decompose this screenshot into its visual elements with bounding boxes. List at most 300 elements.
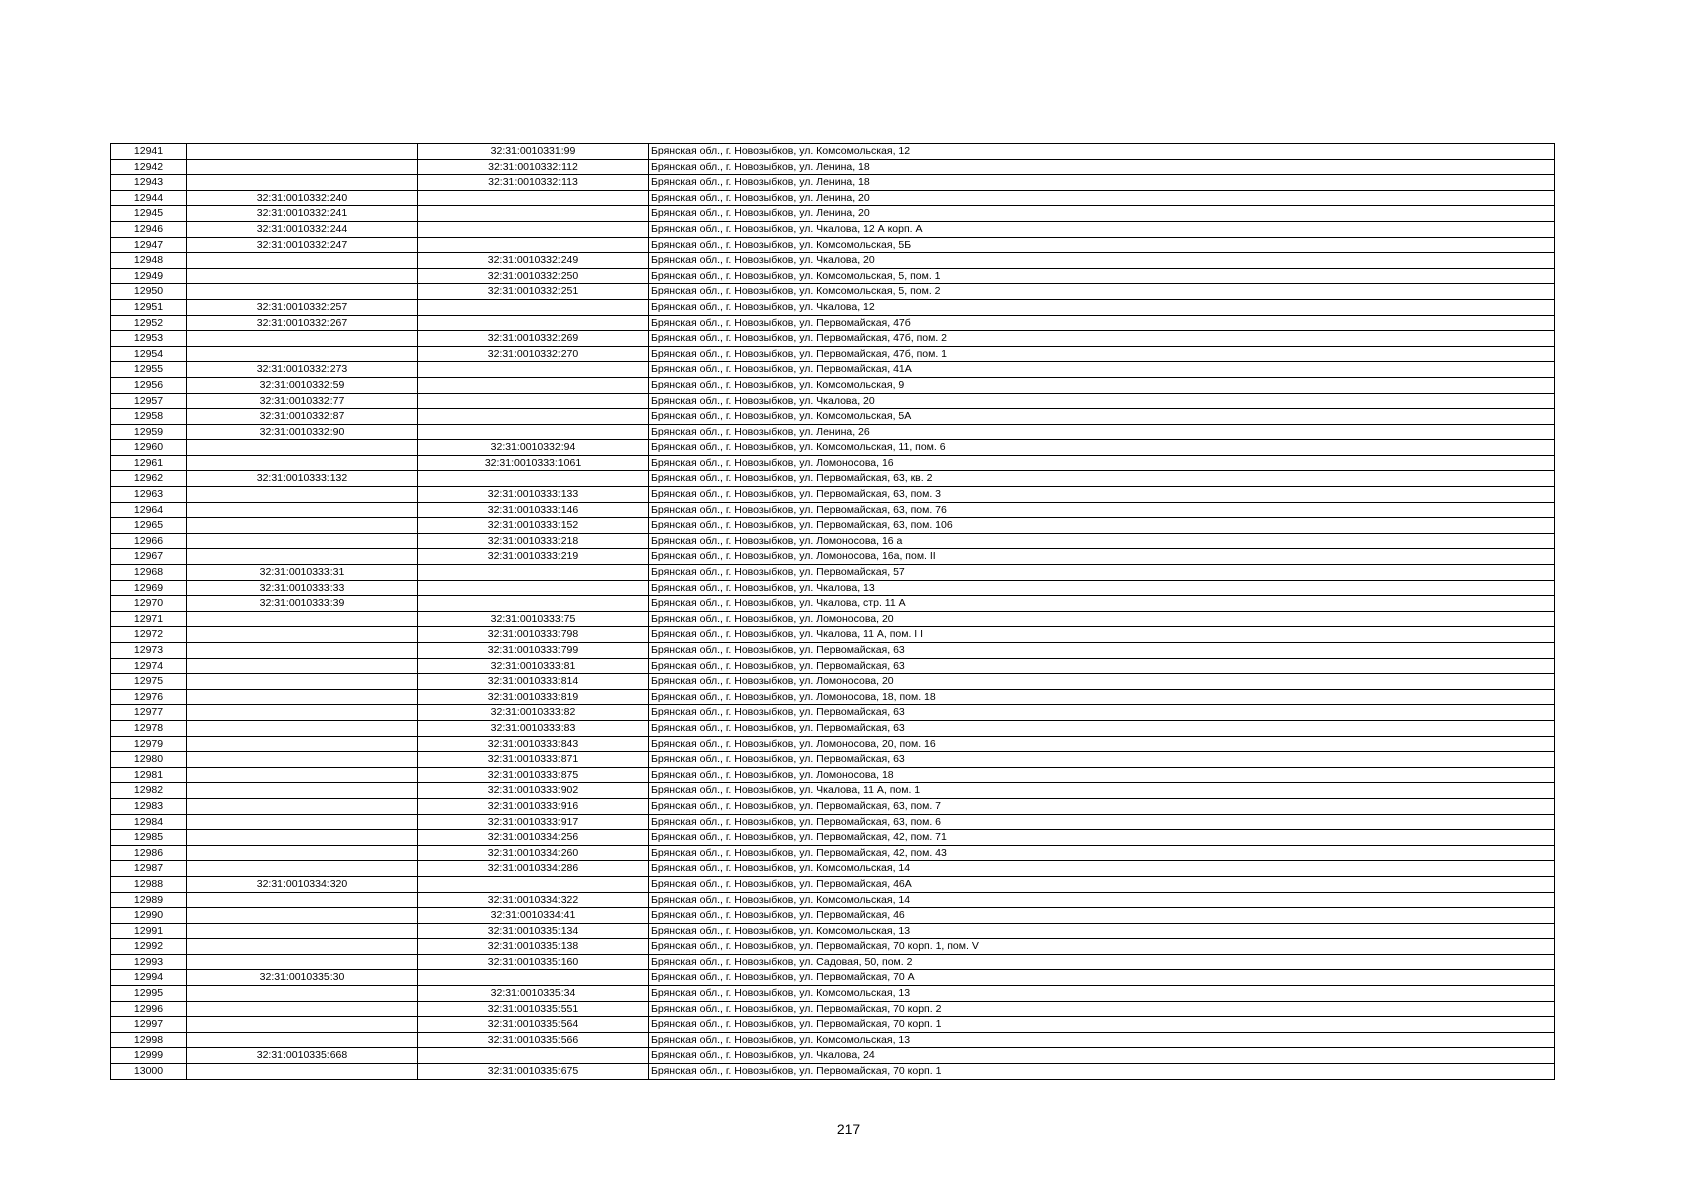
cadastral-number-b-cell: 32:31:0010333:75	[418, 611, 649, 627]
cadastral-number-b-cell	[418, 237, 649, 253]
table-row	[111, 377, 1555, 393]
table-row	[111, 268, 1555, 284]
address-cell: Брянская обл., г. Новозыбков, ул. Первомайская, 63, кв. 2	[649, 471, 1555, 487]
address-cell: Брянская обл., г. Новозыбков, ул. Первомайская, 46	[649, 908, 1555, 924]
address-cell: Брянская обл., г. Новозыбков, ул. Комсомольская, 5Б	[649, 237, 1555, 253]
row-number-cell: 12991	[111, 923, 187, 939]
table-row	[111, 752, 1555, 768]
cadastral-number-b-cell: 32:31:0010335:160	[418, 954, 649, 970]
address-cell: Брянская обл., г. Новозыбков, ул. Ленина, 20	[649, 206, 1555, 222]
row-number-cell: 12996	[111, 1001, 187, 1017]
cadastral-number-b-cell	[418, 565, 649, 581]
row-number-cell: 12960	[111, 440, 187, 456]
row-number-cell: 12941	[111, 144, 187, 160]
row-number-cell: 12957	[111, 393, 187, 409]
row-number-cell: 12973	[111, 643, 187, 659]
cadastral-number-a-cell: 32:31:0010333:132	[187, 471, 418, 487]
row-number-cell: 12956	[111, 377, 187, 393]
cadastral-number-b-cell	[418, 362, 649, 378]
cadastral-number-a-cell	[187, 954, 418, 970]
table-row	[111, 861, 1555, 877]
address-cell: Брянская обл., г. Новозыбков, ул. Комсомольская, 13	[649, 986, 1555, 1002]
address-cell: Брянская обл., г. Новозыбков, ул. Ломоносова, 20, пом. 16	[649, 736, 1555, 752]
cadastral-number-b-cell: 32:31:0010332:251	[418, 284, 649, 300]
row-number-cell: 12970	[111, 596, 187, 612]
row-number-cell: 12988	[111, 876, 187, 892]
cadastral-number-b-cell	[418, 221, 649, 237]
table-row	[111, 409, 1555, 425]
address-cell: Брянская обл., г. Новозыбков, ул. Первомайская, 57	[649, 565, 1555, 581]
cadastral-number-a-cell	[187, 175, 418, 191]
table-row	[111, 736, 1555, 752]
row-number-cell: 12997	[111, 1017, 187, 1033]
address-cell: Брянская обл., г. Новозыбков, ул. Чкалова, 11 А, пом. 1	[649, 783, 1555, 799]
cadastral-number-a-cell	[187, 674, 418, 690]
address-cell: Брянская обл., г. Новозыбков, ул. Первомайская, 63	[649, 752, 1555, 768]
cadastral-number-b-cell: 32:31:0010334:286	[418, 861, 649, 877]
table-row	[111, 1032, 1555, 1048]
address-cell: Брянская обл., г. Новозыбков, ул. Чкалова, стр. 11 А	[649, 596, 1555, 612]
row-number-cell: 12952	[111, 315, 187, 331]
row-number-cell: 12953	[111, 331, 187, 347]
cadastral-number-b-cell: 32:31:0010334:260	[418, 845, 649, 861]
cadastral-number-b-cell: 32:31:0010333:799	[418, 643, 649, 659]
cadastral-number-a-cell: 32:31:0010332:59	[187, 377, 418, 393]
address-cell: Брянская обл., г. Новозыбков, ул. Первомайская, 63	[649, 705, 1555, 721]
row-number-cell: 12979	[111, 736, 187, 752]
row-number-cell: 12981	[111, 767, 187, 783]
cadastral-number-b-cell: 32:31:0010335:566	[418, 1032, 649, 1048]
row-number-cell: 12990	[111, 908, 187, 924]
row-number-cell: 13000	[111, 1064, 187, 1080]
cadastral-number-b-cell: 32:31:0010335:138	[418, 939, 649, 955]
address-cell: Брянская обл., г. Новозыбков, ул. Комсомольская, 9	[649, 377, 1555, 393]
table-row	[111, 487, 1555, 503]
address-cell: Брянская обл., г. Новозыбков, ул. Садовая, 50, пом. 2	[649, 954, 1555, 970]
cadastral-number-a-cell: 32:31:0010335:30	[187, 970, 418, 986]
cadastral-number-a-cell	[187, 268, 418, 284]
cadastral-number-b-cell	[418, 596, 649, 612]
cadastral-number-a-cell: 32:31:0010335:668	[187, 1048, 418, 1064]
table-row	[111, 705, 1555, 721]
table-row	[111, 674, 1555, 690]
cadastral-number-a-cell: 32:31:0010332:247	[187, 237, 418, 253]
row-number-cell: 12998	[111, 1032, 187, 1048]
table-row	[111, 798, 1555, 814]
cadastral-number-a-cell	[187, 658, 418, 674]
table-row	[111, 830, 1555, 846]
address-cell: Брянская обл., г. Новозыбков, ул. Первомайская, 70 корп. 2	[649, 1001, 1555, 1017]
row-number-cell: 12995	[111, 986, 187, 1002]
row-number-cell: 12942	[111, 159, 187, 175]
address-cell: Брянская обл., г. Новозыбков, ул. Ленина, 18	[649, 175, 1555, 191]
table-row	[111, 720, 1555, 736]
cadastral-number-a-cell	[187, 159, 418, 175]
table-row	[111, 331, 1555, 347]
cadastral-number-b-cell	[418, 970, 649, 986]
cadastral-number-a-cell	[187, 611, 418, 627]
address-cell: Брянская обл., г. Новозыбков, ул. Первомайская, 70 корп. 1, пом. V	[649, 939, 1555, 955]
cadastral-number-a-cell	[187, 798, 418, 814]
cadastral-number-b-cell	[418, 409, 649, 425]
address-cell: Брянская обл., г. Новозыбков, ул. Первомайская, 63, пом. 106	[649, 518, 1555, 534]
address-cell: Брянская обл., г. Новозыбков, ул. Комсомольская, 5, пом. 2	[649, 284, 1555, 300]
address-cell: Брянская обл., г. Новозыбков, ул. Комсомольская, 14	[649, 892, 1555, 908]
row-number-cell: 12987	[111, 861, 187, 877]
cadastral-number-b-cell: 32:31:0010335:564	[418, 1017, 649, 1033]
cadastral-number-b-cell: 32:31:0010333:146	[418, 502, 649, 518]
cadastral-number-a-cell	[187, 752, 418, 768]
table-row	[111, 144, 1555, 160]
table-row	[111, 627, 1555, 643]
address-cell: Брянская обл., г. Новозыбков, ул. Чкалова, 12	[649, 299, 1555, 315]
address-cell: Брянская обл., г. Новозыбков, ул. Первомайская, 47б	[649, 315, 1555, 331]
address-cell: Брянская обл., г. Новозыбков, ул. Чкалова, 12 А корп. А	[649, 221, 1555, 237]
table-row	[111, 455, 1555, 471]
cadastral-number-a-cell	[187, 720, 418, 736]
table-row	[111, 549, 1555, 565]
table-row	[111, 986, 1555, 1002]
cadastral-number-a-cell: 32:31:0010332:267	[187, 315, 418, 331]
row-number-cell: 12977	[111, 705, 187, 721]
table-row	[111, 237, 1555, 253]
cadastral-number-a-cell	[187, 736, 418, 752]
address-cell: Брянская обл., г. Новозыбков, ул. Чкалова, 24	[649, 1048, 1555, 1064]
cadastral-number-a-cell	[187, 549, 418, 565]
address-cell: Брянская обл., г. Новозыбков, ул. Комсомольская, 13	[649, 1032, 1555, 1048]
address-cell: Брянская обл., г. Новозыбков, ул. Первомайская, 63, пом. 6	[649, 814, 1555, 830]
row-number-cell: 12968	[111, 565, 187, 581]
cadastral-number-b-cell: 32:31:0010333:917	[418, 814, 649, 830]
cadastral-number-b-cell: 32:31:0010333:819	[418, 689, 649, 705]
cadastral-number-a-cell	[187, 939, 418, 955]
table-row	[111, 502, 1555, 518]
row-number-cell: 12946	[111, 221, 187, 237]
row-number-cell: 12966	[111, 533, 187, 549]
row-number-cell: 12944	[111, 190, 187, 206]
page-number: 217	[836, 1121, 861, 1137]
row-number-cell: 12962	[111, 471, 187, 487]
table-row	[111, 159, 1555, 175]
table-row	[111, 596, 1555, 612]
address-cell: Брянская обл., г. Новозыбков, ул. Ломоносова, 20	[649, 674, 1555, 690]
address-cell: Брянская обл., г. Новозыбков, ул. Первомайская, 63	[649, 643, 1555, 659]
cadastral-number-b-cell	[418, 1048, 649, 1064]
cadastral-number-b-cell: 32:31:0010334:256	[418, 830, 649, 846]
row-number-cell: 12972	[111, 627, 187, 643]
cadastral-number-a-cell	[187, 502, 418, 518]
address-cell: Брянская обл., г. Новозыбков, ул. Первомайская, 63, пом. 3	[649, 487, 1555, 503]
cadastral-number-a-cell: 32:31:0010332:87	[187, 409, 418, 425]
row-number-cell: 12947	[111, 237, 187, 253]
cadastral-number-a-cell	[187, 689, 418, 705]
address-cell: Брянская обл., г. Новозыбков, ул. Чкалова, 13	[649, 580, 1555, 596]
table-row	[111, 892, 1555, 908]
table-row	[111, 689, 1555, 705]
row-number-cell: 12961	[111, 455, 187, 471]
address-cell: Брянская обл., г. Новозыбков, ул. Комсомольская, 11, пом. 6	[649, 440, 1555, 456]
cadastral-number-a-cell: 32:31:0010332:241	[187, 206, 418, 222]
cadastral-number-a-cell	[187, 1064, 418, 1080]
cadastral-number-a-cell	[187, 1017, 418, 1033]
cadastral-number-b-cell	[418, 424, 649, 440]
table-row	[111, 1048, 1555, 1064]
table-row	[111, 908, 1555, 924]
address-cell: Брянская обл., г. Новозыбков, ул. Чкалова, 11 А, пом. I I	[649, 627, 1555, 643]
cadastral-number-a-cell	[187, 923, 418, 939]
row-number-cell: 12978	[111, 720, 187, 736]
cadastral-number-a-cell	[187, 1032, 418, 1048]
address-cell: Брянская обл., г. Новозыбков, ул. Комсомольская, 14	[649, 861, 1555, 877]
cadastral-number-b-cell: 32:31:0010334:322	[418, 892, 649, 908]
cadastral-number-b-cell	[418, 299, 649, 315]
row-number-cell: 12949	[111, 268, 187, 284]
cadastral-number-a-cell	[187, 284, 418, 300]
address-cell: Брянская обл., г. Новозыбков, ул. Комсомольская, 5А	[649, 409, 1555, 425]
table-row	[111, 393, 1555, 409]
table-row	[111, 424, 1555, 440]
table-row	[111, 814, 1555, 830]
table-row	[111, 299, 1555, 315]
table-row	[111, 518, 1555, 534]
cadastral-number-a-cell	[187, 346, 418, 362]
cadastral-number-b-cell	[418, 393, 649, 409]
cadastral-number-b-cell: 32:31:0010333:871	[418, 752, 649, 768]
row-number-cell: 12985	[111, 830, 187, 846]
table-body	[111, 144, 1555, 1080]
cadastral-number-a-cell	[187, 830, 418, 846]
table-row	[111, 565, 1555, 581]
cadastral-number-a-cell	[187, 487, 418, 503]
cadastral-number-b-cell: 32:31:0010333:843	[418, 736, 649, 752]
cadastral-number-a-cell	[187, 440, 418, 456]
row-number-cell: 12993	[111, 954, 187, 970]
table-row	[111, 611, 1555, 627]
table-row	[111, 580, 1555, 596]
cadastral-number-a-cell	[187, 861, 418, 877]
address-cell: Брянская обл., г. Новозыбков, ул. Первомайская, 46А	[649, 876, 1555, 892]
row-number-cell: 12971	[111, 611, 187, 627]
cadastral-number-b-cell: 32:31:0010331:99	[418, 144, 649, 160]
cadastral-number-a-cell	[187, 331, 418, 347]
cadastral-number-a-cell: 32:31:0010332:257	[187, 299, 418, 315]
cadastral-number-a-cell	[187, 814, 418, 830]
cadastral-number-a-cell: 32:31:0010332:244	[187, 221, 418, 237]
address-cell: Брянская обл., г. Новозыбков, ул. Первомайская, 70 корп. 1	[649, 1017, 1555, 1033]
cadastral-number-b-cell	[418, 190, 649, 206]
address-cell: Брянская обл., г. Новозыбков, ул. Первомайская, 70 А	[649, 970, 1555, 986]
cadastral-number-b-cell: 32:31:0010335:675	[418, 1064, 649, 1080]
row-number-cell: 12986	[111, 845, 187, 861]
cadastral-number-a-cell	[187, 767, 418, 783]
table-row	[111, 362, 1555, 378]
table-row	[111, 658, 1555, 674]
cadastral-number-b-cell: 32:31:0010333:82	[418, 705, 649, 721]
cadastral-number-b-cell: 32:31:0010332:249	[418, 253, 649, 269]
address-cell: Брянская обл., г. Новозыбков, ул. Первомайская, 63	[649, 658, 1555, 674]
address-cell: Брянская обл., г. Новозыбков, ул. Ломоносова, 16а, пом. II	[649, 549, 1555, 565]
row-number-cell: 12992	[111, 939, 187, 955]
cadastral-number-a-cell: 32:31:0010332:77	[187, 393, 418, 409]
cadastral-number-a-cell: 32:31:0010333:33	[187, 580, 418, 596]
row-number-cell: 12975	[111, 674, 187, 690]
table-row	[111, 533, 1555, 549]
row-number-cell: 12950	[111, 284, 187, 300]
cadastral-number-b-cell: 32:31:0010332:270	[418, 346, 649, 362]
table-row	[111, 954, 1555, 970]
cadastral-number-b-cell: 32:31:0010333:875	[418, 767, 649, 783]
cadastral-number-b-cell: 32:31:0010335:34	[418, 986, 649, 1002]
table-row	[111, 221, 1555, 237]
row-number-cell: 12945	[111, 206, 187, 222]
row-number-cell: 12963	[111, 487, 187, 503]
table-row	[111, 440, 1555, 456]
cadastral-number-a-cell	[187, 643, 418, 659]
cadastral-number-b-cell: 32:31:0010332:269	[418, 331, 649, 347]
table-row	[111, 783, 1555, 799]
table-row	[111, 190, 1555, 206]
table-row	[111, 284, 1555, 300]
row-number-cell: 12964	[111, 502, 187, 518]
row-number-cell: 12989	[111, 892, 187, 908]
cadastral-number-b-cell	[418, 377, 649, 393]
cadastral-number-a-cell	[187, 908, 418, 924]
cadastral-number-a-cell	[187, 1001, 418, 1017]
address-cell: Брянская обл., г. Новозыбков, ул. Первомайская, 47б, пом. 1	[649, 346, 1555, 362]
table-row	[111, 206, 1555, 222]
address-cell: Брянская обл., г. Новозыбков, ул. Комсомольская, 13	[649, 923, 1555, 939]
cadastral-number-b-cell: 32:31:0010332:250	[418, 268, 649, 284]
cadastral-number-a-cell	[187, 533, 418, 549]
cadastral-number-a-cell	[187, 455, 418, 471]
table-row	[111, 923, 1555, 939]
address-cell: Брянская обл., г. Новозыбков, ул. Ломоносова, 20	[649, 611, 1555, 627]
row-number-cell: 12980	[111, 752, 187, 768]
cadastral-number-a-cell: 32:31:0010334:320	[187, 876, 418, 892]
cadastral-number-b-cell: 32:31:0010333:152	[418, 518, 649, 534]
cadastral-number-b-cell: 32:31:0010333:218	[418, 533, 649, 549]
address-cell: Брянская обл., г. Новозыбков, ул. Ленина, 26	[649, 424, 1555, 440]
cadastral-number-b-cell: 32:31:0010333:902	[418, 783, 649, 799]
row-number-cell: 12984	[111, 814, 187, 830]
cadastral-table	[110, 143, 1555, 1080]
cadastral-number-b-cell: 32:31:0010333:1061	[418, 455, 649, 471]
row-number-cell: 12969	[111, 580, 187, 596]
cadastral-number-a-cell	[187, 892, 418, 908]
cadastral-number-b-cell: 32:31:0010333:83	[418, 720, 649, 736]
address-cell: Брянская обл., г. Новозыбков, ул. Комсомольская, 5, пом. 1	[649, 268, 1555, 284]
address-cell: Брянская обл., г. Новозыбков, ул. Ломоносова, 18, пом. 18	[649, 689, 1555, 705]
row-number-cell: 12943	[111, 175, 187, 191]
address-cell: Брянская обл., г. Новозыбков, ул. Первомайская, 63, пом. 76	[649, 502, 1555, 518]
row-number-cell: 12994	[111, 970, 187, 986]
cadastral-number-a-cell	[187, 845, 418, 861]
table-row	[111, 939, 1555, 955]
row-number-cell: 12959	[111, 424, 187, 440]
cadastral-number-b-cell	[418, 471, 649, 487]
cadastral-number-a-cell: 32:31:0010333:39	[187, 596, 418, 612]
cadastral-number-b-cell: 32:31:0010335:134	[418, 923, 649, 939]
table-row	[111, 876, 1555, 892]
row-number-cell: 12948	[111, 253, 187, 269]
cadastral-number-b-cell	[418, 876, 649, 892]
address-cell: Брянская обл., г. Новозыбков, ул. Первомайская, 70 корп. 1	[649, 1064, 1555, 1080]
address-cell: Брянская обл., г. Новозыбков, ул. Комсомольская, 12	[649, 144, 1555, 160]
cadastral-number-b-cell: 32:31:0010333:133	[418, 487, 649, 503]
cadastral-number-a-cell	[187, 705, 418, 721]
address-cell: Брянская обл., г. Новозыбков, ул. Ленина, 20	[649, 190, 1555, 206]
cadastral-number-b-cell: 32:31:0010333:916	[418, 798, 649, 814]
table-row	[111, 1001, 1555, 1017]
cadastral-number-b-cell: 32:31:0010332:112	[418, 159, 649, 175]
address-cell: Брянская обл., г. Новозыбков, ул. Первомайская, 42, пом. 43	[649, 845, 1555, 861]
address-cell: Брянская обл., г. Новозыбков, ул. Первомайская, 47б, пом. 2	[649, 331, 1555, 347]
cadastral-number-a-cell	[187, 783, 418, 799]
row-number-cell: 12983	[111, 798, 187, 814]
table-row	[111, 175, 1555, 191]
cadastral-number-b-cell	[418, 206, 649, 222]
table-row	[111, 315, 1555, 331]
table-row	[111, 253, 1555, 269]
address-cell: Брянская обл., г. Новозыбков, ул. Ломоносова, 18	[649, 767, 1555, 783]
row-number-cell: 12976	[111, 689, 187, 705]
cadastral-number-b-cell: 32:31:0010333:814	[418, 674, 649, 690]
address-cell: Брянская обл., г. Новозыбков, ул. Ломоносова, 16 а	[649, 533, 1555, 549]
cadastral-number-b-cell: 32:31:0010333:798	[418, 627, 649, 643]
cadastral-number-a-cell: 32:31:0010333:31	[187, 565, 418, 581]
row-number-cell: 12965	[111, 518, 187, 534]
cadastral-number-b-cell: 32:31:0010334:41	[418, 908, 649, 924]
row-number-cell: 12955	[111, 362, 187, 378]
row-number-cell: 12974	[111, 658, 187, 674]
table-row	[111, 845, 1555, 861]
address-cell: Брянская обл., г. Новозыбков, ул. Ломоносова, 16	[649, 455, 1555, 471]
address-cell: Брянская обл., г. Новозыбков, ул. Первомайская, 42, пом. 71	[649, 830, 1555, 846]
row-number-cell: 12954	[111, 346, 187, 362]
row-number-cell: 12967	[111, 549, 187, 565]
address-cell: Брянская обл., г. Новозыбков, ул. Чкалова, 20	[649, 253, 1555, 269]
cadastral-number-b-cell: 32:31:0010333:219	[418, 549, 649, 565]
address-cell: Брянская обл., г. Новозыбков, ул. Первомайская, 63, пом. 7	[649, 798, 1555, 814]
cadastral-number-a-cell	[187, 144, 418, 160]
address-cell: Брянская обл., г. Новозыбков, ул. Ленина, 18	[649, 159, 1555, 175]
table-row	[111, 1064, 1555, 1080]
address-cell: Брянская обл., г. Новозыбков, ул. Чкалова, 20	[649, 393, 1555, 409]
cadastral-number-a-cell	[187, 253, 418, 269]
cadastral-number-b-cell: 32:31:0010332:113	[418, 175, 649, 191]
row-number-cell: 12951	[111, 299, 187, 315]
address-cell: Брянская обл., г. Новозыбков, ул. Первомайская, 63	[649, 720, 1555, 736]
table-row	[111, 970, 1555, 986]
cadastral-number-a-cell: 32:31:0010332:90	[187, 424, 418, 440]
cadastral-number-a-cell: 32:31:0010332:273	[187, 362, 418, 378]
cadastral-number-a-cell	[187, 986, 418, 1002]
cadastral-number-a-cell	[187, 518, 418, 534]
cadastral-number-b-cell	[418, 580, 649, 596]
table-row	[111, 643, 1555, 659]
row-number-cell: 12999	[111, 1048, 187, 1064]
cadastral-number-a-cell	[187, 627, 418, 643]
table-row	[111, 767, 1555, 783]
table-row	[111, 1017, 1555, 1033]
row-number-cell: 12958	[111, 409, 187, 425]
row-number-cell: 12982	[111, 783, 187, 799]
cadastral-number-b-cell: 32:31:0010333:81	[418, 658, 649, 674]
cadastral-number-b-cell: 32:31:0010335:551	[418, 1001, 649, 1017]
table-row	[111, 471, 1555, 487]
cadastral-number-b-cell	[418, 315, 649, 331]
cadastral-number-a-cell: 32:31:0010332:240	[187, 190, 418, 206]
